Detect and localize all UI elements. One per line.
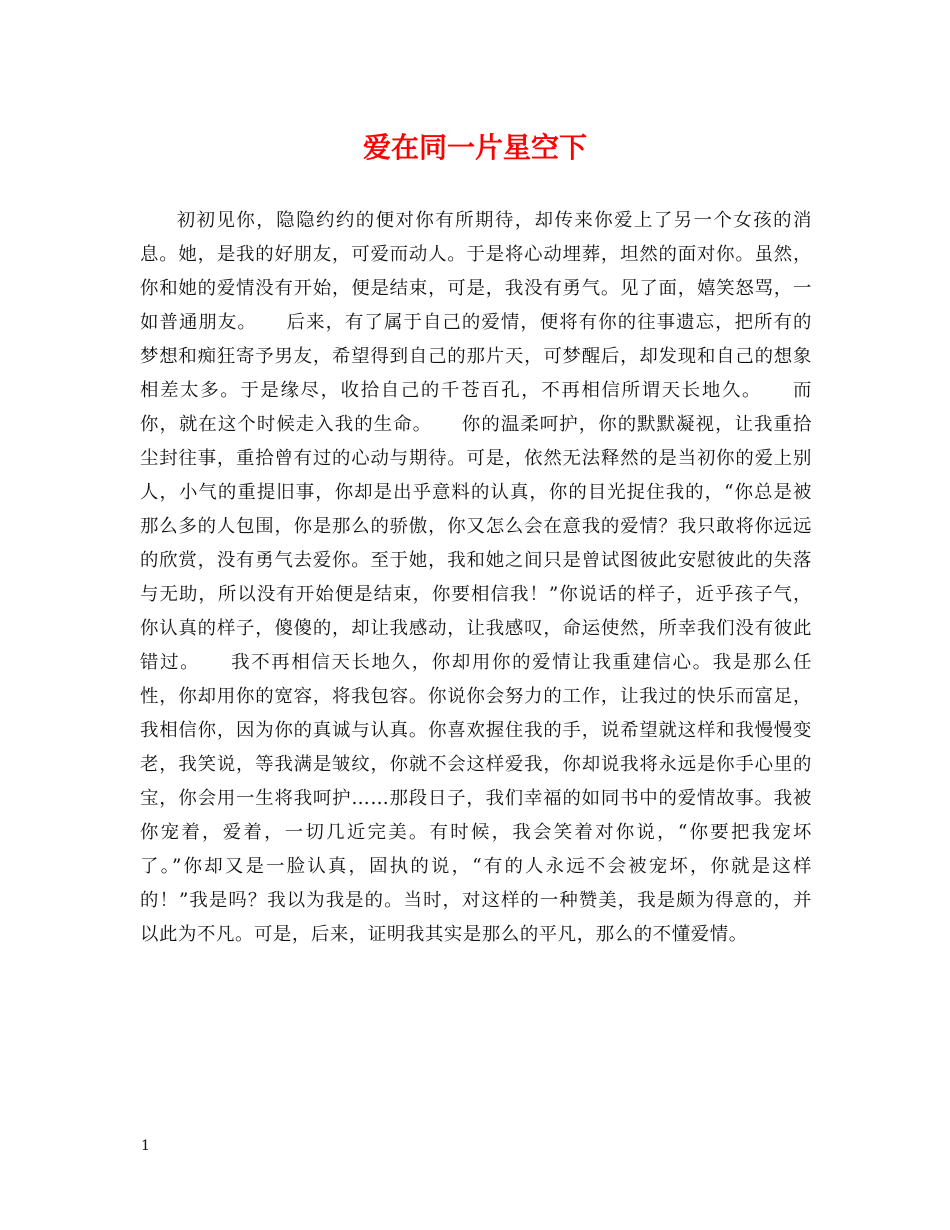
article-body: 初初见你，隐隐约约的便对你有所期待，却传来你爱上了另一个女孩的消息。她，是我的好朋友，可爱而动人。于是将心动埋葬，坦然的面对你。虽然，你和她的爱情没有开始，便是结束，可是，我没有勇气。见了面，嬉笑怒骂，一如普通朋友。 后来，有了属于自己的爱情，便将有你的往事遗忘，把所有的梦想和痴狂寄予男友，希望得到自己的那片天，可梦醒后，却发现和自己的想象相差太多。于是缘尽，收拾自己的千苍百孔，不再相信所谓天长地久。 而你，就在这个时候走入我的生命。 你的温柔呵护，你的默默凝视，让我重拾尘封往事，重拾曾有过的心动与期待。可是，依然无法释然的是当初你的爱上别人，小气的重提旧事，你却是出乎意料的认真，你的目光捉住我的，“你总是被那么多的人包围，你是那么的骄傲，你又怎么会在意我的爱情？我只敢将你远远的欣赏，没有勇气去爱你。至于她，我和她之间只是曾试图彼此安慰彼此的失落与无助，所以没有开始便是结束，你要相信我！”你说话的样子，近乎孩子气，你认真的样子，傻傻的，却让我感动，让我感叹，命运使然，所幸我们没有彼此错过。 我不再相信天长地久，你却用你的爱情让我重建信心。我是那么任性，你却用你的宽容，将我包容。你说你会努力的工作，让我过的快乐而富足，我相信你，因为你的真诚与认真。你喜欢握住我的手，说希望就这样和我慢慢变老，我笑说，等我满是皱纹，你就不会这样爱我，你却说我将永远是你手心里的宝，你会用一生将我呵护……那段日子，我们幸福的如同书中的爱情故事。我被你宠着，爱着，一切几近完美。有时候，我会笑着对你说，“你要把我宠坏了。”你却又是一脸认真，固执的说，“有的人永远不会被宠坏，你就是这样的！”我是吗？我以为我是的。当时，对这样的一种赞美，我是颇为得意的，并以此为不凡。可是，后来，证明我其实是那么的平凡，那么的不懂爱情。 (140, 210, 812, 945)
page-number: 1 (141, 1138, 150, 1154)
page-title: 爱在同一片星空下 (362, 131, 587, 164)
